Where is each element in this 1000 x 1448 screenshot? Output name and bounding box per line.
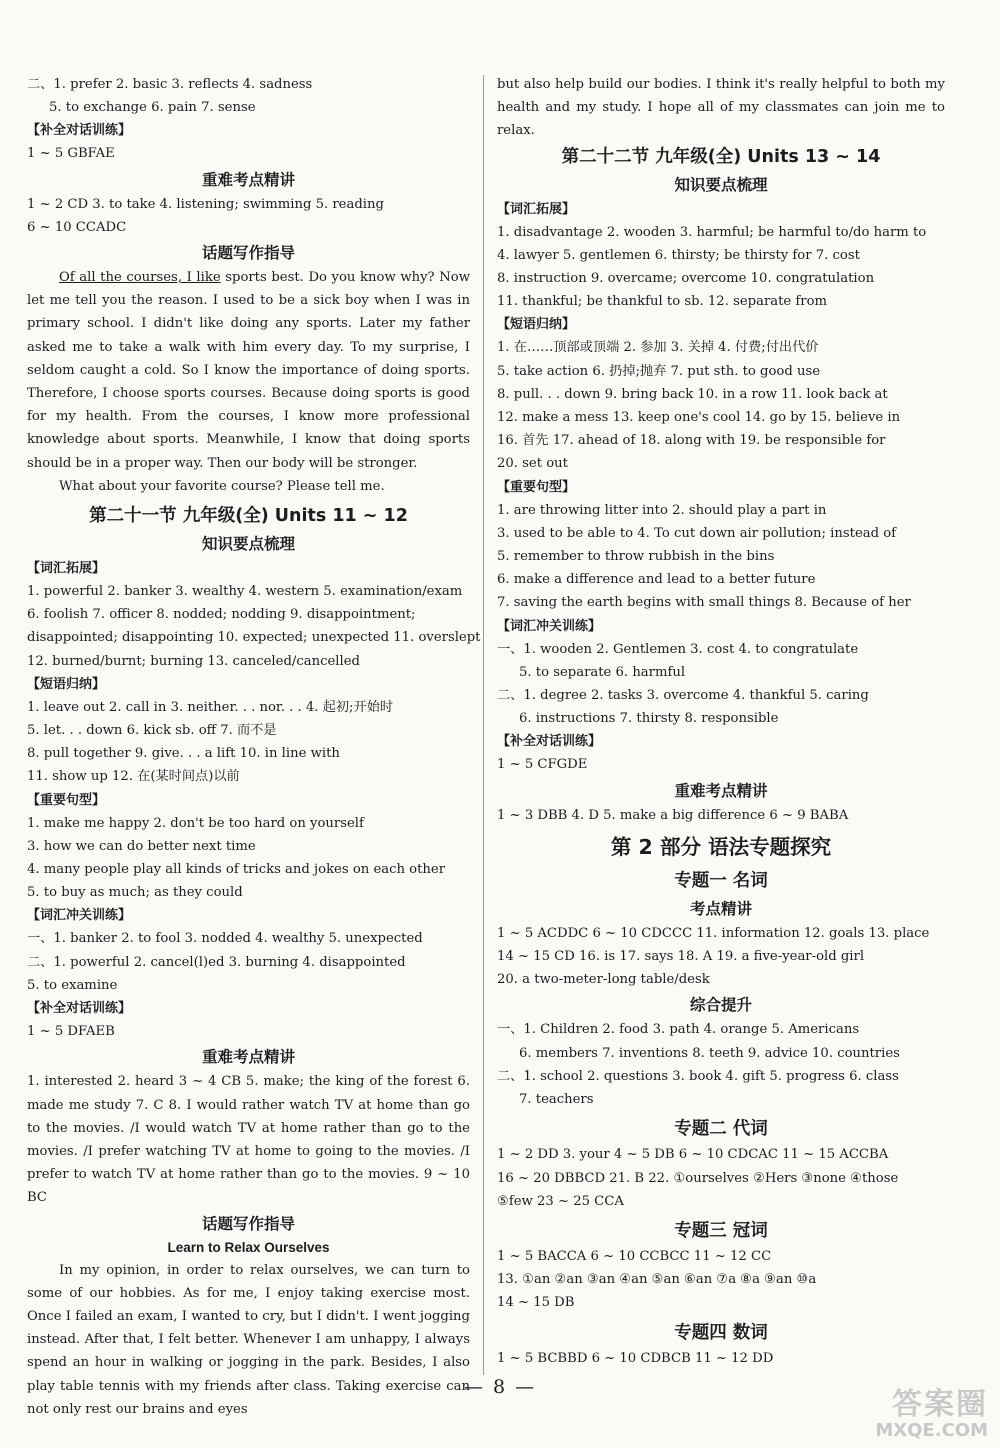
answer-line: 4. lawyer 5. gentlemen 6. thirsty; be thirsty for 7. cost xyxy=(497,247,860,263)
answer-line: 5. to buy as much; as they could xyxy=(27,885,243,901)
watermark-text: 答案圈 xyxy=(892,1387,988,1422)
answer-line: 7. teachers xyxy=(519,1092,594,1108)
section-subtitle: 知识要点梳理 xyxy=(201,535,295,554)
answer-line: 一、1. Children 2. food 3. path 4. orange 5. Americans xyxy=(497,1022,860,1038)
answer-line: 5. to separate 6. harmful xyxy=(519,664,686,680)
vocab-pass-part2 xyxy=(27,73,470,119)
answer-line: 6 ~ 10 CCADC xyxy=(27,219,127,235)
answer-line: 11. thankful; be thankful to sb. 12. separate from xyxy=(497,294,828,310)
essay-paragraph xyxy=(27,266,470,475)
answer-line: ⑤few 23 ~ 25 CCA xyxy=(497,1193,624,1209)
answer-line: 8. pull. . . down 9. bring back 10. in a row 11. look back at xyxy=(497,386,888,402)
answer-line: 1 ~ 2 CD 3. to take 4. listening; swimming 5. reading xyxy=(27,196,384,212)
answer-paragraph: 1. interested 2. heard 3 ~ 4 CB 5. make; the king of the forest 6. made me study 7. C 8. I would rather watch TV at home than go to the movies. /I would watch TV at home rather than go to the movies. /I prefer watching TV at home to going to the movies. /I prefer to watch TV at home rather than go to the movies. 9 ~ 10 BC xyxy=(27,1074,470,1206)
section-label: 【短语归纳】 xyxy=(497,317,576,333)
answer-line: 一、1. wooden 2. Gentlemen 3. cost 4. to congratulate xyxy=(497,641,859,657)
answer-line: 6. members 7. inventions 8. teeth 9. advice 10. countries xyxy=(519,1045,900,1061)
topic-1-title: 专题一 名词 xyxy=(674,870,768,891)
heading-key-points: 重难考点精讲 xyxy=(201,1048,295,1067)
section-label: 【词汇拓展】 xyxy=(27,561,106,577)
heading-writing-guide: 话题写作指导 xyxy=(201,244,295,263)
answer-line: 1 ~ 5 ACDDC 6 ~ 10 CDCCC 11. information 12. goals 13. place xyxy=(497,925,930,941)
answer-line: 1. powerful 2. banker 3. wealthy 4. western 5. examination/exam xyxy=(27,584,463,600)
heading-writing-guide: 话题写作指导 xyxy=(201,1214,295,1233)
answer-line: 1. are throwing litter into 2. should play a part in xyxy=(497,502,827,518)
column-divider xyxy=(483,75,484,1375)
answer-line: 6. make a difference and lead to a better future xyxy=(497,572,816,588)
section-label: 【词汇拓展】 xyxy=(497,201,576,217)
answer-line: 1. disadvantage 2. wooden 3. harmful; be harmful to/do harm to xyxy=(497,224,927,240)
answer-line: 5. to examine xyxy=(27,977,118,993)
right-column xyxy=(497,73,945,1370)
answer-line: 5. let. . . down 6. kick sb. off 7. 而不是 xyxy=(27,723,277,739)
section-label: 【重要句型】 xyxy=(497,479,576,495)
answer-line: 3. used to be able to 4. To cut down air pollution; instead of xyxy=(497,525,897,541)
topic-subtitle: 综合提升 xyxy=(689,996,752,1015)
section-label: 【重要句型】 xyxy=(27,792,106,808)
answer-line: 8. pull together 9. give. . . a lift 10. in line with xyxy=(27,746,340,762)
answer-line: 5. to exchange 6. pain 7. sense xyxy=(49,100,256,116)
answer-line: 4. many people play all kinds of tricks and jokes on each other xyxy=(27,862,446,878)
answer-line: 14 ~ 15 DB xyxy=(497,1295,575,1311)
answer-line: 20. set out xyxy=(497,456,568,472)
essay-paragraph: In my opinion, in order to relax ourselves, we can turn to some of our hobbies. As for me, I enjoy taking exercise most. Once I failed an exam, I wanted to cry, but I didn't. I went jogging instead. After that, I felt better. Whenever I am unhappy, I always spend an hour in walking or jogging in the park. Besides, I also play table tennis with my friends after class. Taking exercise can not only rest our brains and eyes xyxy=(27,1262,470,1417)
section-21-title: 第二十一节 九年级(全) Units 11 ~ 12 xyxy=(89,506,408,527)
section-label: 【补全对话训练】 xyxy=(27,123,132,139)
page-number: — 8 — xyxy=(463,1376,537,1398)
heading-key-points: 重难考点精讲 xyxy=(674,781,768,800)
answer-line: 20. a two-meter-long table/desk xyxy=(497,972,710,988)
answer-line: 二、1. school 2. questions 3. book 4. gift 5. progress 6. class xyxy=(497,1068,899,1084)
answer-line: 1 ~ 5 BCBBD 6 ~ 10 CDBCB 11 ~ 12 DD xyxy=(497,1350,774,1366)
section-22-title: 第二十二节 九年级(全) Units 13 ~ 14 xyxy=(561,146,881,167)
essay-text: sports best. Do you know why? Now let me tell you the reason. I used to be a sick boy when I was in primary school. I didn't like doing any sports. Later my father asked me to take a walk with him every day. To my surprise, I seldom caught a cold. So I know the importance of doing sports. Therefore, I choose sports courses. Because doing sports is good for my health. From the courses, I know more professional knowledge about sports. Meanwhile, I know that doing sports should be in a proper way. Then our body will be stronger. xyxy=(27,270,470,471)
part-2-title: 第 2 部分 语法专题探究 xyxy=(610,834,832,859)
answer-line: 1. make me happy 2. don't be too hard on yourself xyxy=(27,815,364,831)
answer-line: 6. instructions 7. thirsty 8. responsible xyxy=(519,711,779,727)
section-subtitle: 知识要点梳理 xyxy=(674,175,768,194)
essay-title: Learn to Relax Ourselves xyxy=(167,1239,330,1255)
answer-line: 11. show up 12. 在(某时间点)以前 xyxy=(27,769,240,785)
answer-line: 7. saving the earth begins with small things 8. Because of her xyxy=(497,595,911,611)
answer-line: 6. foolish 7. officer 8. nodded; nodding 9. disappointment; xyxy=(27,607,416,623)
answer-line: 1 ~ 3 DBB 4. D 5. make a big difference 6 ~ 9 BABA xyxy=(497,807,849,823)
answer-line: 13. ①an ②an ③an ④an ⑤an ⑥an ⑦a ⑧a ⑨an ⑩a xyxy=(497,1272,817,1288)
answer-line: 二、1. degree 2. tasks 3. overcome 4. thankful 5. caring xyxy=(497,688,869,704)
answer-line: 16. 首先 17. ahead of 18. along with 19. be responsible for xyxy=(497,433,886,449)
site-watermark-logo xyxy=(818,1388,988,1442)
topic-3-title: 专题三 冠词 xyxy=(674,1220,768,1241)
answer-line: 5. remember to throw rubbish in the bins xyxy=(497,549,775,565)
answer-line: 12. make a mess 13. keep one's cool 14. go by 15. believe in xyxy=(497,410,901,426)
section-label: 【补全对话训练】 xyxy=(27,1001,132,1017)
topic-subtitle: 考点精讲 xyxy=(689,899,752,918)
answer-line: disappointed; disappointing 10. expected; unexpected 11. overslept xyxy=(27,630,481,646)
essay-paragraph: but also help build our bodies. I think it's really helpful to both my health and my study. I hope all of my classmates can join me to relax. xyxy=(497,77,945,139)
section-label: 【词汇冲关训练】 xyxy=(497,618,602,634)
section-label: 【补全对话训练】 xyxy=(497,734,602,750)
answer-line: 14 ~ 15 CD 16. is 17. says 18. A 19. a five-year-old girl xyxy=(497,949,865,965)
answer-line: 1 ~ 2 DD 3. your 4 ~ 5 DB 6 ~ 10 CDCAC 11 ~ 15 ACCBA xyxy=(497,1147,889,1163)
answer-line: 5. take action 6. 扔掉;抛弃 7. put sth. to good use xyxy=(497,363,821,379)
answer-line: 一、1. banker 2. to fool 3. nodded 4. wealthy 5. unexpected xyxy=(27,931,423,947)
essay-paragraph: What about your favorite course? Please tell me. xyxy=(59,478,385,494)
answer-line: 12. burned/burnt; burning 13. canceled/cancelled xyxy=(27,653,360,669)
answer-line: 二、1. prefer 2. basic 3. reflects 4. sadness xyxy=(27,77,313,92)
answer-line: 1 ~ 5 CFGDE xyxy=(497,757,588,773)
heading-key-points: 重难考点精讲 xyxy=(201,170,295,189)
watermark-url: MXQE.COM xyxy=(875,1420,988,1441)
section-label: 【短语归纳】 xyxy=(27,676,106,692)
topic-2-title: 专题二 代词 xyxy=(674,1119,768,1140)
left-column xyxy=(27,73,481,1421)
answer-line: 16 ~ 20 DBBCD 21. B 22. ①ourselves ②Hers ③none ④those xyxy=(497,1170,899,1186)
answer-line: 8. instruction 9. overcame; overcome 10. congratulation xyxy=(497,271,875,287)
topic-4-title: 专题四 数词 xyxy=(674,1322,768,1343)
answer-line: 1. leave out 2. call in 3. neither. . . nor. . . 4. 起初;开始时 xyxy=(27,699,394,715)
answer-line: 3. how we can do better next time xyxy=(27,838,256,854)
answer-line: 二、1. powerful 2. cancel(l)ed 3. burning 4. disappointed xyxy=(27,954,406,970)
answer-line: 1 ~ 5 BACCA 6 ~ 10 CCBCC 11 ~ 12 CC xyxy=(497,1248,772,1264)
answer-line: 1. 在……顶部或顶端 2. 参加 3. 关掉 4. 付费;付出代价 xyxy=(497,340,819,356)
essay-underlined-phrase: Of all the courses, I like xyxy=(59,270,221,286)
section-label: 【词汇冲关训练】 xyxy=(27,908,132,924)
answer-line: 1 ~ 5 DFAEB xyxy=(27,1024,115,1040)
answer-line: 1 ~ 5 GBFAE xyxy=(27,146,115,162)
